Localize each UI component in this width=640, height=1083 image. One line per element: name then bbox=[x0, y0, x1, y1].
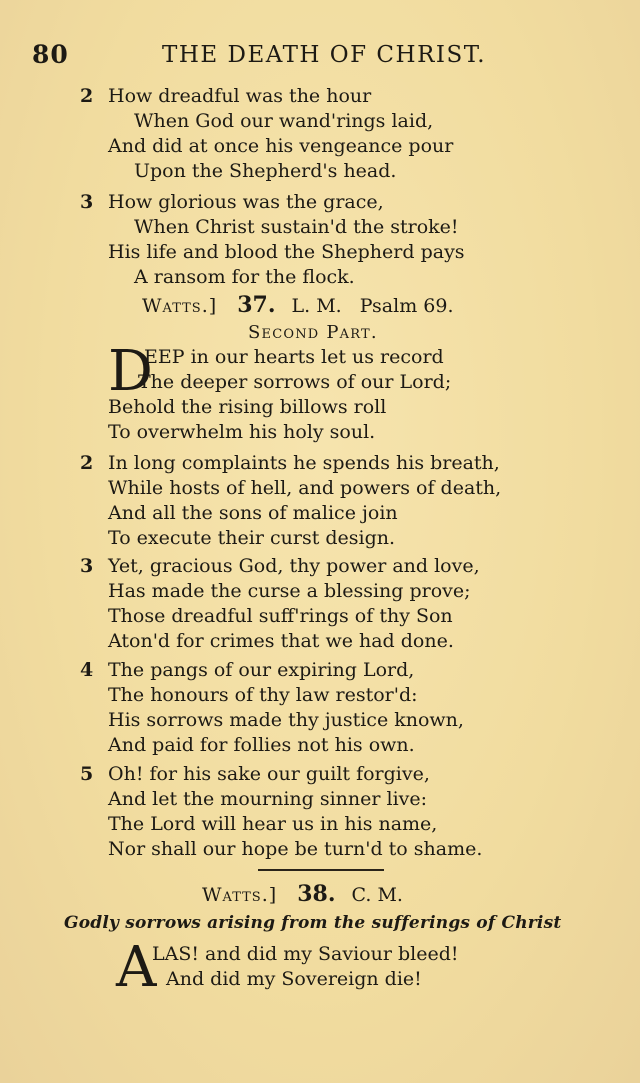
verse-line: His life and blood the Shepherd pays bbox=[108, 241, 465, 263]
drop-cap: D bbox=[108, 339, 153, 404]
hymn-heading bbox=[202, 881, 403, 907]
hymn-author: Watts.] bbox=[142, 295, 218, 317]
verse-line: Those dreadful suff'rings of thy Son bbox=[108, 605, 453, 627]
verse-line: And paid for follies not his own. bbox=[108, 734, 415, 756]
verse-line: When Christ sustain'd the stroke! bbox=[134, 216, 459, 238]
part-title: Second Part. bbox=[248, 322, 378, 343]
verse-line: Aton'd for crimes that we had done. bbox=[108, 630, 454, 652]
verse-line: To execute their curst design. bbox=[108, 527, 396, 549]
verse-line: In long complaints he spends his breath, bbox=[108, 452, 500, 474]
page-number: 80 bbox=[32, 40, 69, 69]
verse-line: Nor shall our hope be turn'd to shame. bbox=[108, 838, 483, 860]
verse-line: Behold the rising billows roll bbox=[108, 396, 387, 418]
hymn-author: Watts.] bbox=[202, 884, 278, 906]
verse-line: EEP in our hearts let us record bbox=[144, 346, 444, 368]
verse-line: And did at once his vengeance pour bbox=[108, 135, 454, 157]
verse-number: 4 bbox=[80, 659, 94, 681]
verse-line: Has made the curse a blessing prove; bbox=[108, 580, 471, 602]
hymn-heading bbox=[142, 292, 453, 318]
verse-line: How dreadful was the hour bbox=[108, 85, 372, 107]
drop-cap: A bbox=[116, 935, 157, 1000]
verse-line: And let the mourning sinner live: bbox=[108, 788, 428, 810]
hymn-number: 38. bbox=[297, 881, 336, 907]
verse-line: LAS! and did my Saviour bleed! bbox=[152, 943, 459, 965]
running-title: THE DEATH OF CHRIST. bbox=[162, 42, 487, 68]
hymn-meter: C. M. bbox=[351, 884, 403, 906]
verse-number: 3 bbox=[80, 191, 94, 213]
verse-number: 2 bbox=[80, 452, 94, 474]
page-header bbox=[0, 40, 640, 74]
verse-line: How glorious was the grace, bbox=[108, 191, 384, 213]
verse-line: Upon the Shepherd's head. bbox=[134, 160, 397, 182]
verse-line: And all the sons of malice join bbox=[108, 502, 398, 524]
verse-line: Yet, gracious God, thy power and love, bbox=[108, 555, 480, 577]
verse-line: While hosts of hell, and powers of death, bbox=[108, 477, 502, 499]
verse-line: Oh! for his sake our guilt forgive, bbox=[108, 763, 430, 785]
verse-line: The Lord will hear us in his name, bbox=[108, 813, 438, 835]
verse-number: 3 bbox=[80, 555, 94, 577]
hymn-number: 37. bbox=[237, 292, 276, 318]
verse-number: 2 bbox=[80, 85, 94, 107]
hymn-meter: L. M. bbox=[291, 295, 342, 317]
verse-line: When God our wand'rings laid, bbox=[134, 110, 434, 132]
verse-line: A ransom for the flock. bbox=[134, 266, 355, 288]
verse-number: 5 bbox=[80, 763, 94, 785]
verse-line: The honours of thy law restor'd: bbox=[108, 684, 418, 706]
verse-line: The pangs of our expiring Lord, bbox=[108, 659, 415, 681]
hymn-source: Psalm 69. bbox=[359, 295, 454, 317]
verse-line: His sorrows made thy justice known, bbox=[108, 709, 464, 731]
section-divider bbox=[258, 869, 384, 871]
verse-line: And did my Sovereign die! bbox=[166, 968, 422, 990]
hymn-subtitle: Godly sorrows arising from the sufferings of Christ bbox=[64, 913, 562, 933]
verse-line: The deeper sorrows of our Lord; bbox=[138, 371, 452, 393]
verse-line: To overwhelm his holy soul. bbox=[108, 421, 376, 443]
